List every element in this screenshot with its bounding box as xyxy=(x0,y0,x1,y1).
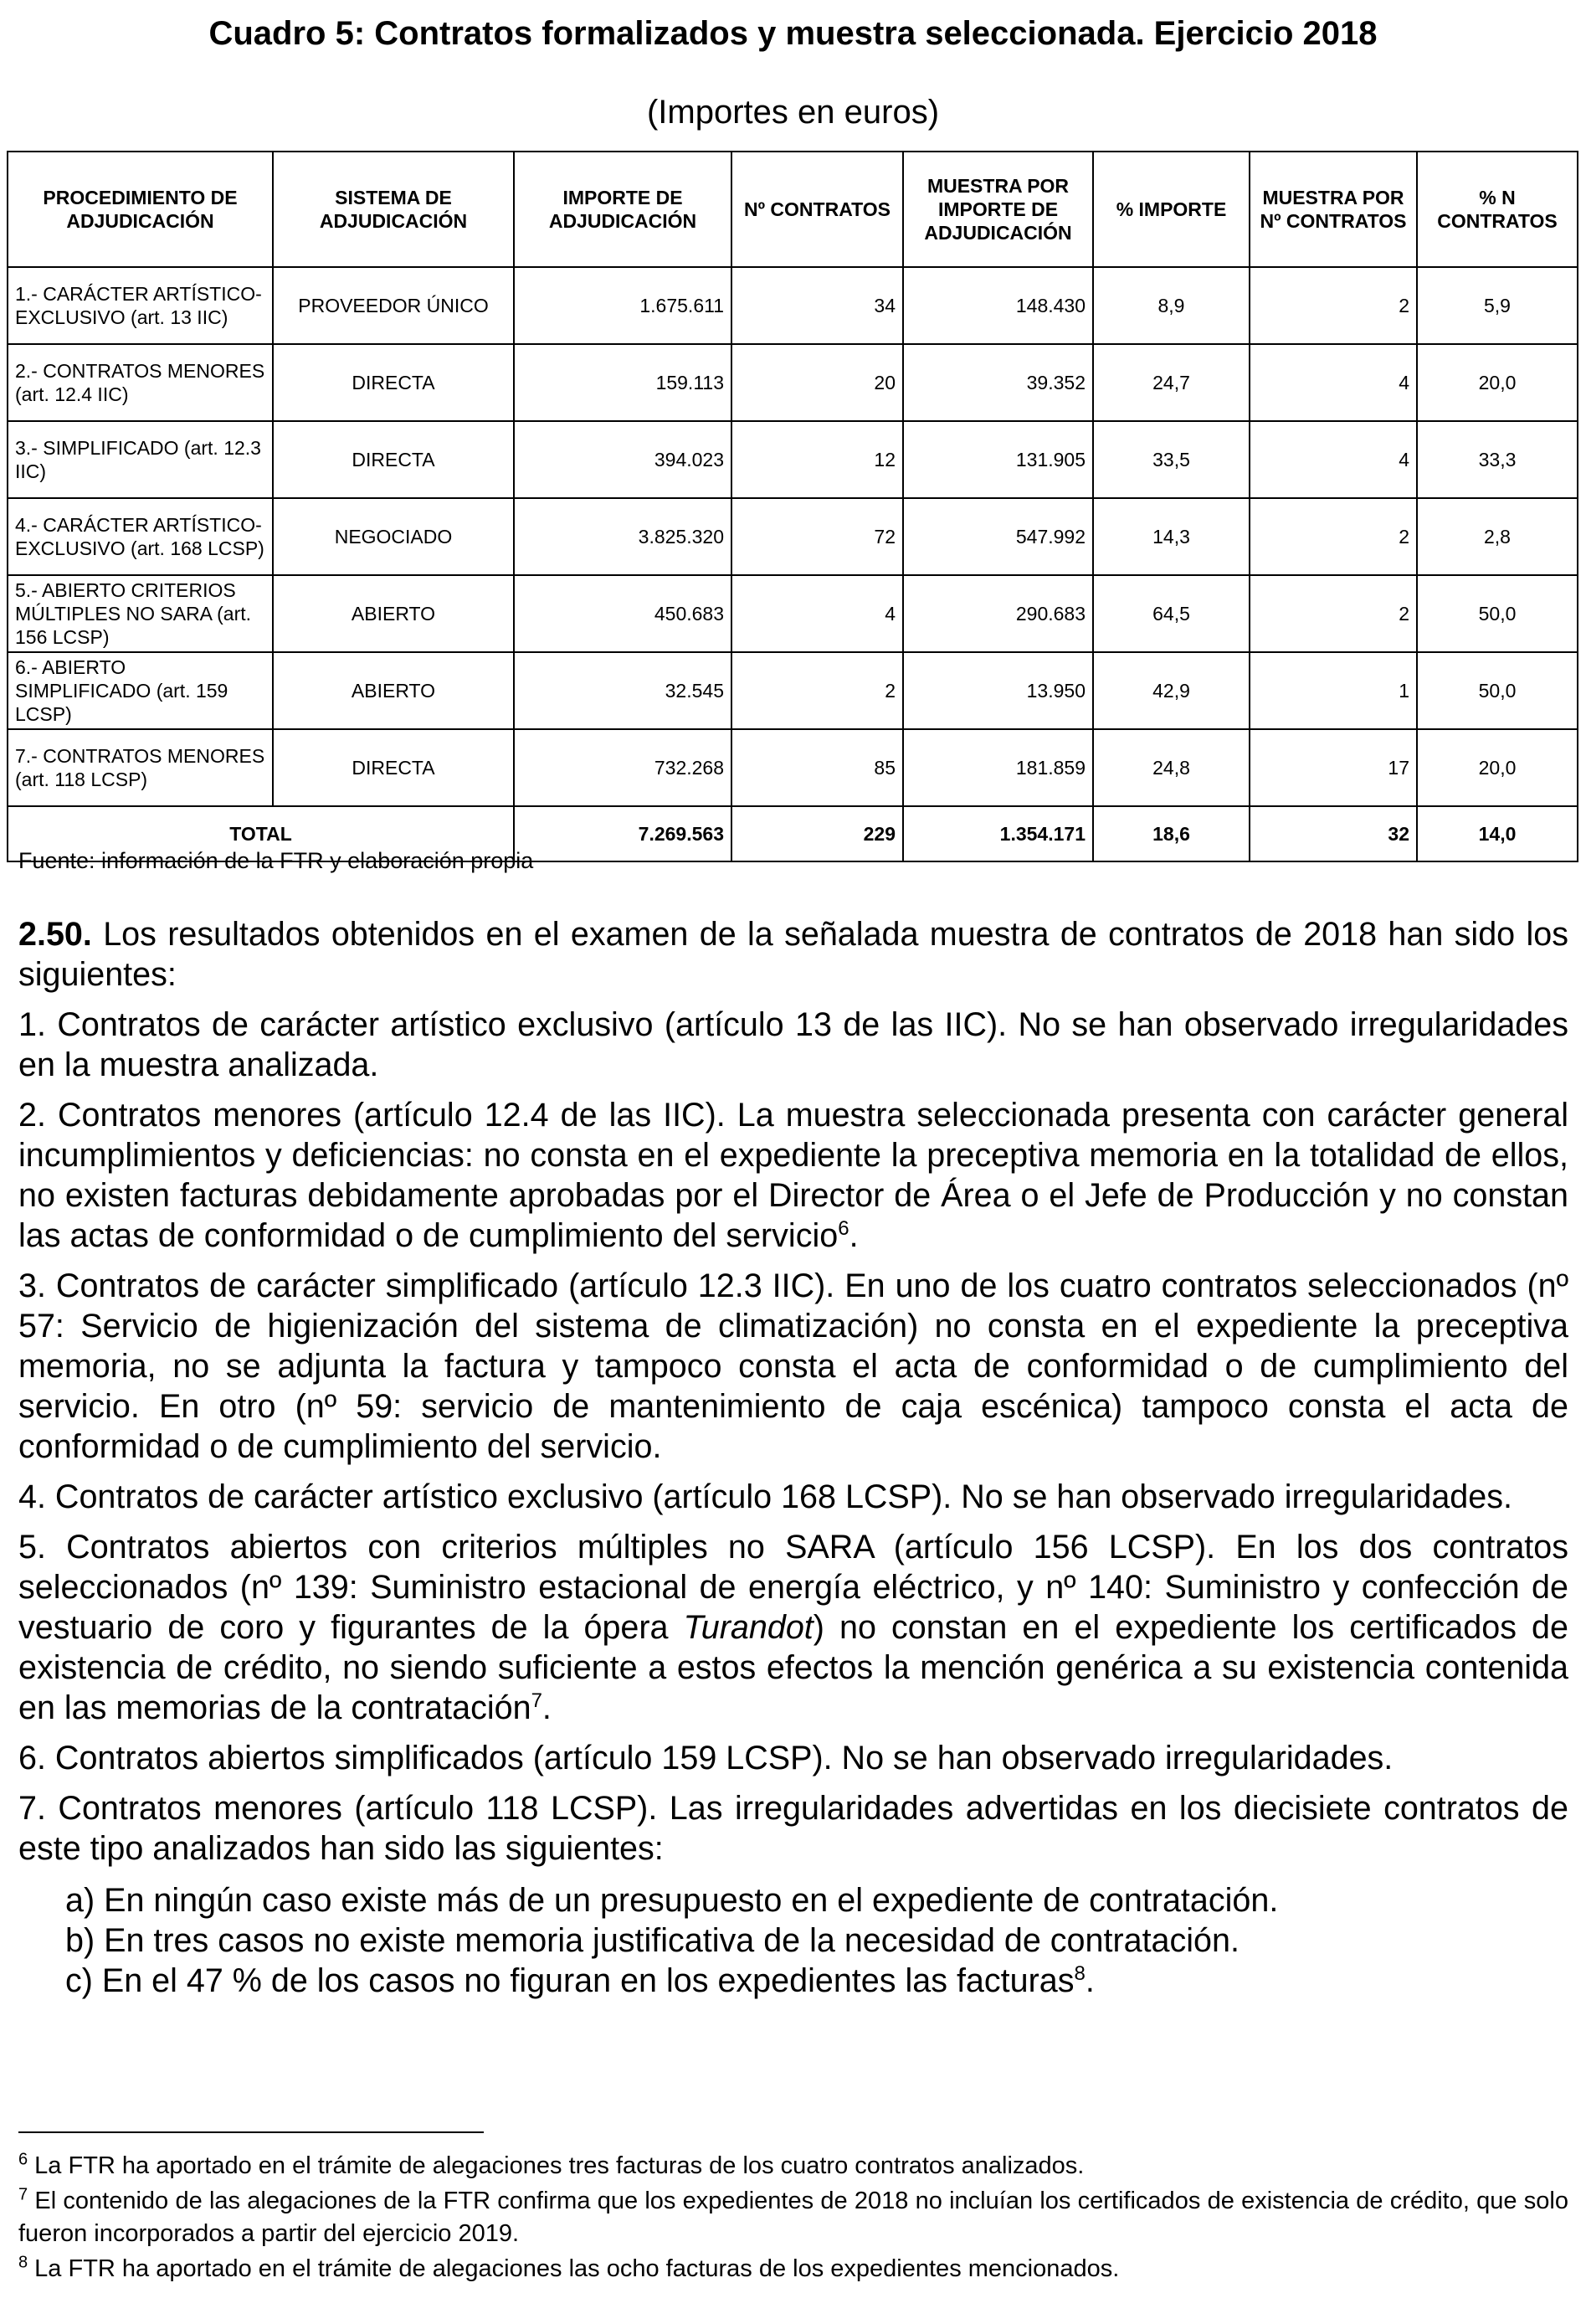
table-title: Cuadro 5: Contratos formalizados y muestra seleccionada. Ejercicio 2018 xyxy=(208,15,1378,52)
cell-pct-n: 50,0 xyxy=(1417,652,1578,729)
cell-muestra-n: 2 xyxy=(1250,498,1417,575)
footnotes xyxy=(18,2150,1568,2288)
cell-muestra-n: 2 xyxy=(1250,267,1417,344)
cell-procedimiento: 2.- CONTRATOS MENORES (art. 12.4 IIC) xyxy=(8,344,273,421)
header-pct-n: % N CONTRATOS xyxy=(1417,152,1578,267)
finding-item-1: 1. Contratos de carácter artístico exclusivo (artículo 13 de las IIC). No se han observado irregularidades en la muestra analizada. xyxy=(18,1006,1568,1083)
footnote-text: El contenido de las alegaciones de la FTR confirma que los expedientes de 2018 no incluían los certificados de existencia de crédito, que solo fueron incorporados a partir del ejercicio 2019. xyxy=(18,2188,1568,2247)
cell-importe: 394.023 xyxy=(514,421,731,498)
cell-sistema: PROVEEDOR ÚNICO xyxy=(273,267,514,344)
footnote-number: 7 xyxy=(18,2185,28,2204)
list-item: a) En ningún caso existe más de un presupuesto en el expediente de contratación. xyxy=(65,1882,1279,1919)
cell-pct-n: 5,9 xyxy=(1417,267,1578,344)
cell-sistema: DIRECTA xyxy=(273,344,514,421)
cell-pct-n: 2,8 xyxy=(1417,498,1578,575)
footnote-separator xyxy=(18,2131,484,2133)
table-row xyxy=(8,729,1578,806)
cell-importe: 450.683 xyxy=(514,575,731,652)
footnote-text: La FTR ha aportado en el trámite de alegaciones tres facturas de los cuatro contratos analizados. xyxy=(28,2152,1085,2179)
header-sistema: SISTEMA DE ADJUDICACIÓN xyxy=(273,152,514,267)
cell-muestra-n: 4 xyxy=(1250,421,1417,498)
irregularities-list xyxy=(65,1880,1568,2001)
table-row xyxy=(8,575,1578,652)
cell-importe: 159.113 xyxy=(514,344,731,421)
cell-procedimiento: 5.- ABIERTO CRITERIOS MÚLTIPLES NO SARA (art. 156 LCSP) xyxy=(8,575,273,652)
cell-muestra-n: 2 xyxy=(1250,575,1417,652)
paragraph-2-50 xyxy=(18,914,1568,995)
cell-muestra-importe: 181.859 xyxy=(903,729,1093,806)
cell-pct-importe: 42,9 xyxy=(1093,652,1250,729)
cell-muestra-n: 4 xyxy=(1250,344,1417,421)
cell-muestra-n: 1 xyxy=(1250,652,1417,729)
cell-total-n-contratos: 229 xyxy=(731,806,903,861)
footnote-ref-6[interactable]: 6 xyxy=(838,1216,849,1240)
cell-n-contratos: 20 xyxy=(731,344,903,421)
cell-sistema: DIRECTA xyxy=(273,729,514,806)
cell-procedimiento: 7.- CONTRATOS MENORES (art. 118 LCSP) xyxy=(8,729,273,806)
table-row xyxy=(8,267,1578,344)
cell-muestra-importe: 547.992 xyxy=(903,498,1093,575)
cell-pct-n: 20,0 xyxy=(1417,729,1578,806)
cell-sistema: ABIERTO xyxy=(273,652,514,729)
opera-title: Turandot xyxy=(683,1609,814,1646)
cell-muestra-importe: 290.683 xyxy=(903,575,1093,652)
cell-muestra-importe: 131.905 xyxy=(903,421,1093,498)
list-item-end: . xyxy=(1085,1962,1095,1999)
cell-pct-importe: 64,5 xyxy=(1093,575,1250,652)
cell-n-contratos: 34 xyxy=(731,267,903,344)
cell-procedimiento: 4.- CARÁCTER ARTÍSTICO-EXCLUSIVO (art. 168 LCSP) xyxy=(8,498,273,575)
footnote-ref-8[interactable]: 8 xyxy=(1074,1962,1086,1985)
cell-procedimiento: 1.- CARÁCTER ARTÍSTICO-EXCLUSIVO (art. 13 IIC) xyxy=(8,267,273,344)
cell-n-contratos: 72 xyxy=(731,498,903,575)
cell-pct-importe: 14,3 xyxy=(1093,498,1250,575)
finding-item-3: 3. Contratos de carácter simplificado (artículo 12.3 IIC). En uno de los cuatro contratos seleccionados (nº 57: Servicio de higienización del sistema de climatización) no consta en el expediente la preceptiva memoria, no se adjunta la factura y tampoco consta el acta de conformidad o de cumplimiento del servicio. En otro (nº 59: servicio de mantenimiento de caja escénica) tampoco consta el acta de conformidad o de cumplimiento del servicio. xyxy=(18,1267,1568,1465)
cell-sistema: ABIERTO xyxy=(273,575,514,652)
cell-muestra-importe: 39.352 xyxy=(903,344,1093,421)
cell-procedimiento: 3.- SIMPLIFICADO (art. 12.3 IIC) xyxy=(8,421,273,498)
footnote-8 xyxy=(18,2253,1568,2285)
footnote-text: La FTR ha aportado en el trámite de alegaciones las ocho facturas de los expedientes mencionados. xyxy=(28,2255,1120,2282)
finding-end: . xyxy=(849,1217,859,1254)
cell-n-contratos: 2 xyxy=(731,652,903,729)
finding-item-4: 4. Contratos de carácter artístico exclusivo (artículo 168 LCSP). No se han observado irregularidades. xyxy=(18,1478,1512,1515)
table-row xyxy=(8,498,1578,575)
header-muestra-importe: MUESTRA POR IMPORTE DE ADJUDICACIÓN xyxy=(903,152,1093,267)
finding-item-6: 6. Contratos abiertos simplificados (artículo 159 LCSP). No se han observado irregularidades. xyxy=(18,1740,1394,1776)
header-n-contratos: Nº CONTRATOS xyxy=(731,152,903,267)
cell-n-contratos: 12 xyxy=(731,421,903,498)
finding-item-2 xyxy=(18,1095,1568,1256)
header-importe: IMPORTE DE ADJUDICACIÓN xyxy=(514,152,731,267)
cell-total-label: TOTAL xyxy=(8,806,514,861)
cell-importe: 3.825.320 xyxy=(514,498,731,575)
cell-pct-importe: 8,9 xyxy=(1093,267,1250,344)
footnote-number: 6 xyxy=(18,2150,28,2169)
finding-item-7: 7. Contratos menores (artículo 118 LCSP). Las irregularidades advertidas en los diecisiete contratos de este tipo analizados han sido las siguientes: xyxy=(18,1790,1568,1867)
cell-sistema: DIRECTA xyxy=(273,421,514,498)
finding-text: 5. Contratos abiertos con criterios múltiples no SARA (artículo 156 LCSP). En los dos contratos seleccionados (nº 139: Suministro estacional de energía eléctrico, y nº 140: Suministro y confección de vestuario de coro y figurantes de la ópera xyxy=(18,1529,1568,1646)
table-row xyxy=(8,421,1578,498)
cell-importe: 732.268 xyxy=(514,729,731,806)
body-text xyxy=(18,914,1568,2001)
cell-muestra-importe: 148.430 xyxy=(903,267,1093,344)
cell-importe: 1.675.611 xyxy=(514,267,731,344)
cell-pct-n: 33,3 xyxy=(1417,421,1578,498)
finding-text: 2. Contratos menores (artículo 12.4 de las IIC). La muestra seleccionada presenta con carácter general incumplimientos y deficiencias: no consta en el expediente la preceptiva memoria en la totalidad de ellos, no existen facturas debidamente aprobadas por el Director de Área o el Jefe de Producción y no constan las actas de conformidad o de cumplimiento del servicio xyxy=(18,1097,1568,1254)
header-muestra-n: MUESTRA POR Nº CONTRATOS xyxy=(1250,152,1417,267)
header-procedimiento: PROCEDIMIENTO DE ADJUDICACIÓN xyxy=(8,152,273,267)
cell-total-muestra-importe: 1.354.171 xyxy=(903,806,1093,861)
table-source-note: Fuente: información de la FTR y elaboración propia xyxy=(18,848,534,873)
list-item-text: c) En el 47 % de los casos no figuran en los expedientes las facturas xyxy=(65,1962,1075,1999)
cell-n-contratos: 85 xyxy=(731,729,903,806)
cell-total-pct-n: 14,0 xyxy=(1417,806,1578,861)
paragraph-number: 2.50. xyxy=(18,916,92,953)
finding-end: . xyxy=(541,1689,552,1726)
header-pct-importe: % IMPORTE xyxy=(1093,152,1250,267)
cell-sistema: NEGOCIADO xyxy=(273,498,514,575)
cell-total-muestra-n: 32 xyxy=(1250,806,1417,861)
contracts-table xyxy=(7,151,1578,862)
footnote-ref-7[interactable]: 7 xyxy=(531,1689,542,1712)
finding-item-5 xyxy=(18,1527,1568,1728)
table-row xyxy=(8,344,1578,421)
cell-pct-importe: 33,5 xyxy=(1093,421,1250,498)
cell-total-pct-importe: 18,6 xyxy=(1093,806,1250,861)
list-item xyxy=(65,1961,1568,2001)
list-item: b) En tres casos no existe memoria justificativa de la necesidad de contratación. xyxy=(65,1922,1240,1959)
table-header-row xyxy=(8,152,1578,267)
footnote-6 xyxy=(18,2150,1568,2183)
cell-n-contratos: 4 xyxy=(731,575,903,652)
cell-pct-n: 50,0 xyxy=(1417,575,1578,652)
cell-muestra-n: 17 xyxy=(1250,729,1417,806)
footnote-number: 8 xyxy=(18,2253,28,2272)
paragraph-text: Los resultados obtenidos en el examen de la señalada muestra de contratos de 2018 han sido los siguientes: xyxy=(18,916,1568,993)
cell-pct-importe: 24,7 xyxy=(1093,344,1250,421)
table-row xyxy=(8,652,1578,729)
cell-importe: 32.545 xyxy=(514,652,731,729)
table-subtitle: (Importes en euros) xyxy=(646,94,940,131)
cell-total-importe: 7.269.563 xyxy=(514,806,731,861)
cell-pct-n: 20,0 xyxy=(1417,344,1578,421)
cell-muestra-importe: 13.950 xyxy=(903,652,1093,729)
cell-pct-importe: 24,8 xyxy=(1093,729,1250,806)
finding-text-cont: ) no constan en el expediente los certificados de existencia de crédito, no siendo suficiente a estos efectos la mención genérica a su existencia contenida en las memorias de la contratación xyxy=(18,1609,1568,1726)
cell-procedimiento: 6.- ABIERTO SIMPLIFICADO (art. 159 LCSP) xyxy=(8,652,273,729)
footnote-7 xyxy=(18,2185,1568,2250)
